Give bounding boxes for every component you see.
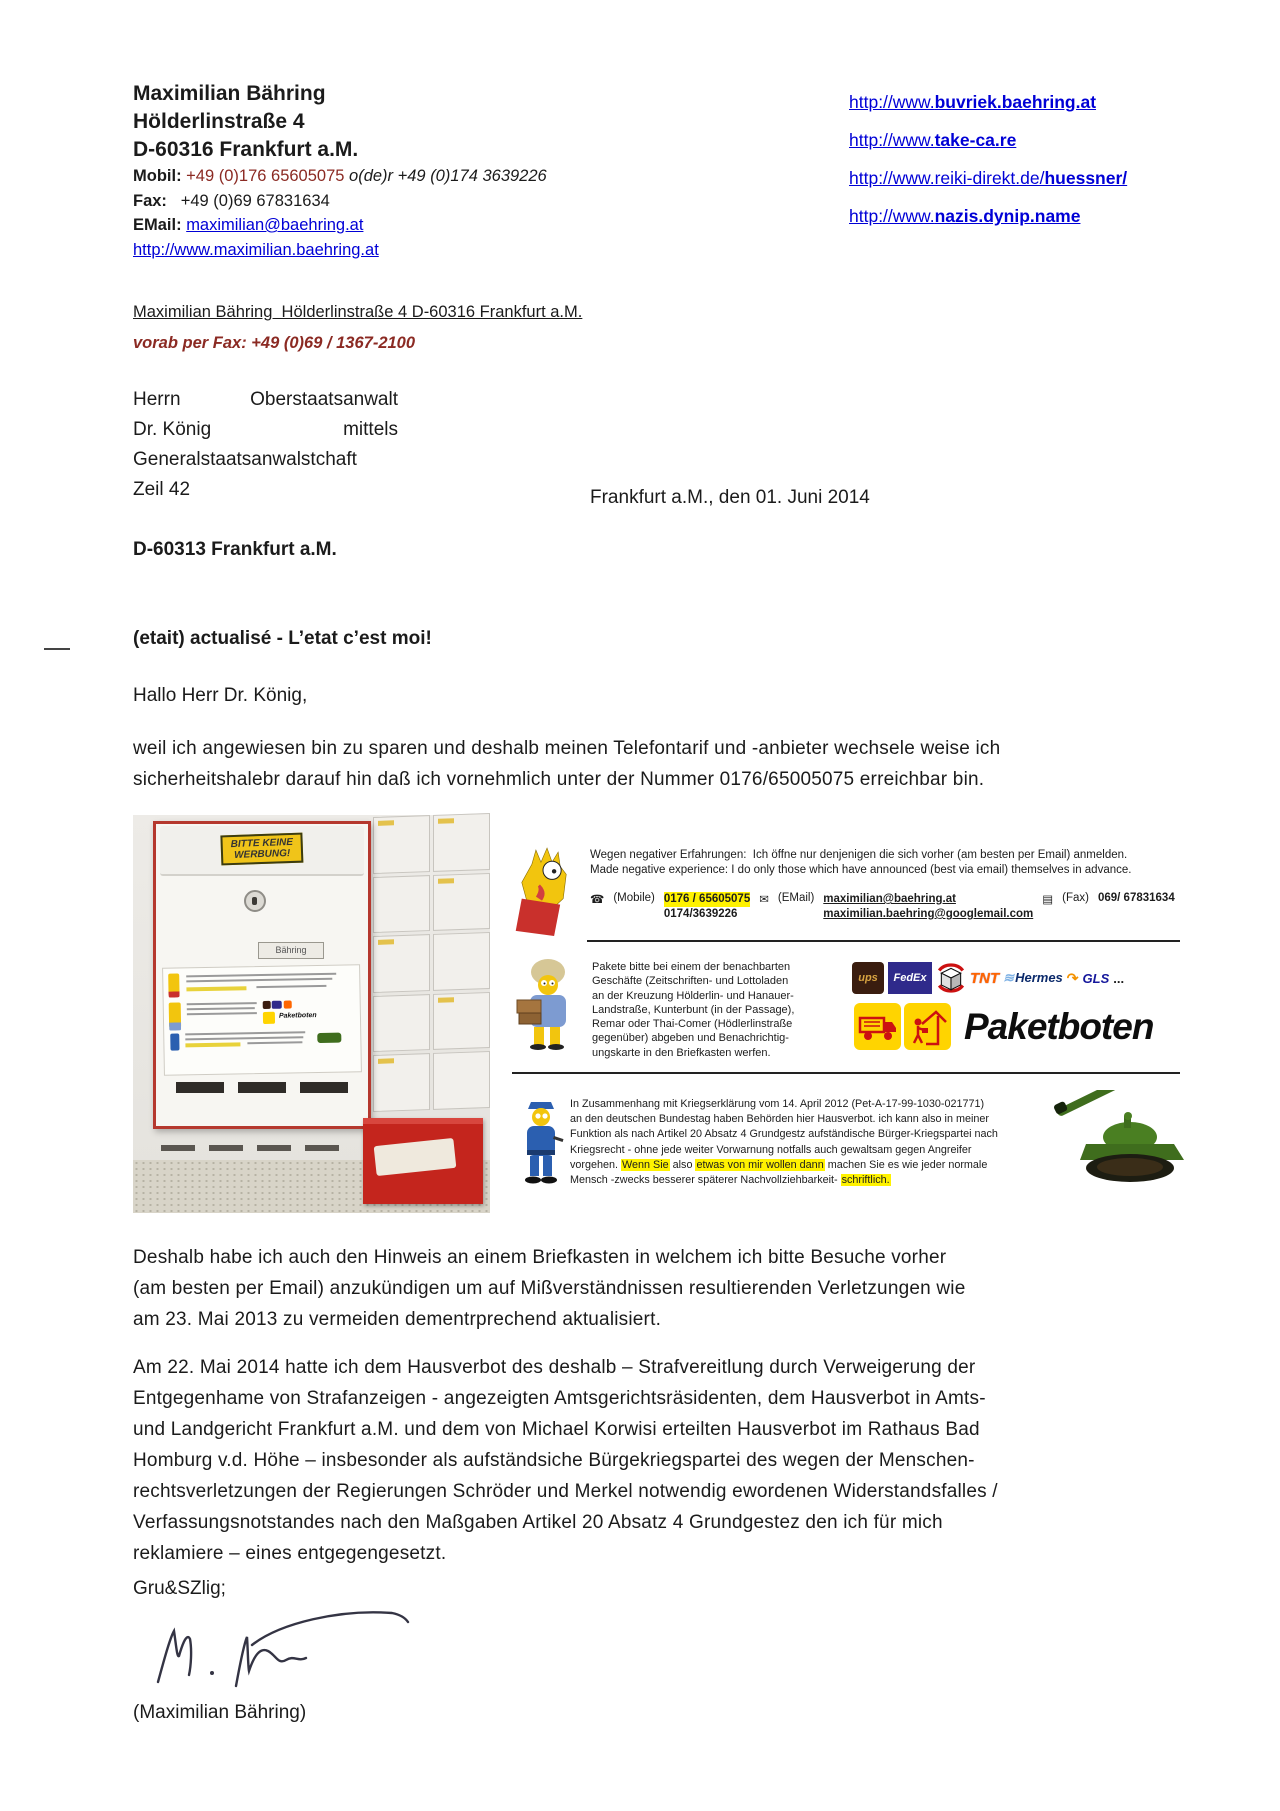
link-domain: take-ca.re xyxy=(934,130,1017,150)
signature-name: (Maximilian Bähring) xyxy=(133,1702,307,1723)
text-line: vorgehen. Wenn Sie also etwas von mir wollen dann machen Sie es wie jeder normale xyxy=(570,1158,988,1171)
more-carriers-ellipsis: ... xyxy=(1113,970,1125,986)
text-line: sicherheitshalebr darauf hin daß ich vornehmlich unter der Nummer 0176/65005075 erreichbar bin. xyxy=(133,769,985,790)
email-label: EMail: xyxy=(133,216,182,234)
recipient-office: Generalstaatsanwalstchaft xyxy=(133,449,357,470)
text-line: Geschäfte (Zeitschriften- und Lottoladen xyxy=(592,975,789,988)
red-crate xyxy=(363,1118,483,1204)
fedex-logo: FedEx xyxy=(888,962,932,994)
recipient-row-1 xyxy=(133,385,398,415)
paragraph-3 xyxy=(133,1352,998,1569)
recipient-address xyxy=(133,385,398,565)
text-line: Deshalb habe ich auch den Hinweis an einem Briefkasten in welchem ich bitte Besuche vorher xyxy=(133,1247,947,1268)
date-line: Frankfurt a.M., den 01. Juni 2014 xyxy=(590,487,870,508)
tank-icon xyxy=(1052,1090,1188,1188)
text-line: Landstraße, Kunterbunt (in der Passage), xyxy=(592,1003,795,1016)
text-line: Entgegenhame von Strafanzeigen - angezeigten Amtsgerichtsräsidenten, dem Hausverbot in Amts- xyxy=(133,1388,986,1409)
gls-swoosh-icon: ↷ xyxy=(1066,969,1079,986)
site-link-3[interactable] xyxy=(849,168,1127,188)
website-link-list xyxy=(849,92,1127,244)
notice-line-en: Made negative experience: I do only those which have announced (best via email) themselves in advance. xyxy=(590,864,1132,876)
envelope-sender-line: Maximilian Bähring Hölderlinstraße 4 D-60316 Frankfurt a.M. xyxy=(133,303,583,321)
text-line: ungskarte in den Briefkasten werfen. xyxy=(592,1046,771,1059)
mobile-label: (Mobile) xyxy=(613,892,655,904)
link-prefix: http://www. xyxy=(849,206,935,226)
hermes-logo: ≋ Hermes xyxy=(1003,970,1063,986)
mail-slots xyxy=(176,1082,348,1093)
paragraph-1 xyxy=(133,733,1000,795)
mailbox-name-plate: Bähring xyxy=(258,942,324,959)
text-line: an der Kreuzung Hölderlin- und Hanauer- xyxy=(592,989,794,1002)
site-link-1[interactable] xyxy=(849,92,1096,112)
email-addresses xyxy=(823,892,1033,922)
recipient-via: mittels xyxy=(343,419,398,440)
neighbor-mailboxes xyxy=(373,813,490,1112)
sender-email-line xyxy=(133,213,547,238)
signature xyxy=(140,1600,430,1700)
sender-mobile-line xyxy=(133,164,547,189)
lower-mailbox-row xyxy=(161,1129,366,1163)
text-line: an den deutschen Bundestag haben Behörden hier Hausverbot. ich kann also in meiner xyxy=(570,1113,989,1126)
link-prefix: http://www. xyxy=(849,92,935,112)
mobile-number-2: 0174/3639226 xyxy=(663,908,738,920)
police-officer-icon xyxy=(518,1098,564,1184)
truck-icon xyxy=(854,1003,901,1050)
sender-city: D-60316 Frankfurt a.M. xyxy=(133,138,359,161)
mini-row-3 xyxy=(167,1028,357,1061)
delivery-woman-icon xyxy=(514,958,584,1050)
divider-line-2 xyxy=(512,1072,1180,1074)
link-prefix: http://www. xyxy=(849,130,935,150)
notice-block1-text xyxy=(590,848,1131,878)
closing-line: Gru&SZlig; xyxy=(133,1578,226,1599)
text-line: In Zusammenhang mit Kriegserklärung vom 14. April 2012 (Pet-A-17-99-1030-021771) xyxy=(570,1098,985,1110)
fold-mark xyxy=(44,648,70,650)
sender-fax-line xyxy=(133,189,547,214)
salutation: Hallo Herr Dr. König, xyxy=(133,685,308,706)
text-line: Homburg v.d. Höhe – insbesonder als aufständsiche Bürgekriegspartei des wegen der Menschen- xyxy=(133,1450,975,1471)
sender-name: Maximilian Bähring xyxy=(133,82,326,105)
email-label: (EMail) xyxy=(777,892,815,904)
mobile-number-1: 0176 / 65605075 xyxy=(663,893,751,905)
sender-header xyxy=(133,80,547,262)
fax-number: +49 (0)69 67831634 xyxy=(180,191,330,210)
text-line: weil ich angewiesen bin zu sparen und deshalb meinen Telefontarif und -anbieter wechsele weise ich xyxy=(133,738,1001,759)
sender-email-link[interactable]: maximilian@baehring.at xyxy=(186,216,364,234)
carrier-logo-row xyxy=(852,962,1124,994)
text-line: Pakete bitte bei einem der benachbarten xyxy=(592,961,791,973)
link-domain: buvriek.baehring.at xyxy=(934,92,1097,112)
mobile-number: +49 (0)176 65605075 xyxy=(186,167,345,185)
mini-bart-icon xyxy=(168,973,179,997)
computer-icon: ✉ xyxy=(759,894,769,906)
text-line: rechtsverletzungen der Regierungen Schröder und Merkel notwendig ewordenen Widerstandsfalles / xyxy=(133,1481,998,1502)
mobile-numbers xyxy=(664,892,750,922)
recipient-row-2 xyxy=(133,415,398,445)
sender-website-line xyxy=(133,238,547,263)
text-line: Kriegsrecht - ohne jede weiter Vorwarnung notfalls auch gewaltsam gegen Angreifer xyxy=(570,1143,972,1156)
gls-logo: GLS xyxy=(1082,970,1110,986)
link-domain: nazis.dynip.name xyxy=(934,206,1081,226)
paragraph-2 xyxy=(133,1242,965,1335)
recipient-title: Oberstaatsanwalt xyxy=(250,389,398,410)
paketboten-title: Paketboten xyxy=(964,1006,1154,1047)
mini-woman-icon xyxy=(169,1002,181,1030)
subject-line: (etait) actualisé - L’etat c’est moi! xyxy=(133,628,432,649)
sender-website-link[interactable]: http://www.maximilian.baehring.at xyxy=(133,240,379,259)
no-ads-line2: WERBUNG! xyxy=(233,848,291,861)
recipient-name: Dr. König xyxy=(133,419,212,440)
link-domain: huessner/ xyxy=(1044,168,1128,188)
text-line: am 23. Mai 2013 zu vermeiden dementrprechend aktualisiert. xyxy=(133,1309,662,1330)
notice-email-link-1[interactable]: maximilian@baehring.at xyxy=(823,893,956,905)
phone-icon: ☎ xyxy=(590,894,605,906)
fax-label: (Fax) xyxy=(1062,892,1089,904)
notice-block2-text xyxy=(592,960,794,1060)
no-ads-sticker xyxy=(220,833,303,866)
mobile-alt-number: o(de)r +49 (0)174 3639226 xyxy=(344,167,547,185)
fax-icon: ▤ xyxy=(1042,894,1054,906)
text-line: Am 22. Mai 2014 hatte ich dem Hausverbot des deshalb – Strafvereitlung durch Verweigerung der xyxy=(133,1357,976,1378)
tnt-logo: TNT xyxy=(970,969,1000,987)
notice-contact-row xyxy=(590,892,1175,922)
divider-line-1 xyxy=(587,940,1180,942)
mini-paketboten-title: Paketboten xyxy=(278,1012,317,1020)
notice-fax-number: 069/ 67831634 xyxy=(1097,892,1175,904)
recipient-city: D-60313 Frankfurt a.M. xyxy=(133,539,337,560)
mini-row-1 xyxy=(166,968,356,1001)
recipient-street: Zeil 42 xyxy=(133,479,191,500)
baehring-mailbox xyxy=(153,821,371,1129)
notice-line-de: Wegen negativer Erfahrungen: Ich öffne nur denjenigen die sich vorher (am besten per Email) anmelden. xyxy=(590,849,1128,861)
ups-logo: ups xyxy=(852,962,884,994)
mailbox-photo xyxy=(133,815,490,1213)
notice-block3-text xyxy=(570,1097,998,1188)
no-ads-line1: BITTE KEINE xyxy=(230,836,294,851)
fax-label: Fax: xyxy=(133,191,167,210)
text-line: gegenüber) abgeben und Benachrichtig- xyxy=(592,1032,789,1045)
text-line: und Landgericht Frankfurt a.M. und dem von Michael Korwisi erteilten Hausverbot im Rathaus Bad xyxy=(133,1419,980,1440)
text-line: Verfassungsnotstandes nach den Maßgaben Artikel 20 Absatz 4 Grundgestez den ich für mich xyxy=(133,1512,943,1533)
keyhole xyxy=(244,890,266,912)
mini-row-2 xyxy=(167,998,357,1031)
parcel-cube-icon xyxy=(936,963,966,993)
text-line: Mensch -zwecks besserer späterer Nachvollziehbarkeit- schriftlich. xyxy=(570,1174,890,1187)
sender-street: Hölderlinstraße 4 xyxy=(133,110,305,133)
door-notice-graphic xyxy=(512,840,1180,1202)
site-link-4[interactable] xyxy=(849,206,1080,226)
notice-email-link-2[interactable]: maximilian.baehring@googlemail.com xyxy=(823,908,1034,920)
site-link-2[interactable] xyxy=(849,130,1016,150)
house-delivery-icon xyxy=(904,1003,951,1050)
link-prefix: http://www.reiki-direkt.de/ xyxy=(849,168,1045,188)
text-line: Funktion als nach Artikel 20 Absatz 4 Grundgestz aufständische Bürger-Kriegspartei nach xyxy=(570,1128,998,1141)
paketboten-icons xyxy=(854,1003,951,1050)
text-line: Remar oder Thai-Comer (Hödlerlinstraße xyxy=(592,1018,793,1031)
mobile-label: Mobil: xyxy=(133,167,182,185)
text-line: (am besten per Email) anzukündigen um auf Mißverständnissen resultierenden Verletzungen wie xyxy=(133,1278,966,1299)
mailbox-flap xyxy=(160,826,364,876)
mini-notice-sheet xyxy=(162,964,362,1075)
fax-advance-line: vorab per Fax: +49 (0)69 / 1367-2100 xyxy=(133,334,416,352)
bart-character-icon xyxy=(512,842,576,938)
recipient-salutation: Herrn xyxy=(133,389,181,410)
text-line: reklamiere – eines entgegengesetzt. xyxy=(133,1543,447,1564)
mini-tank-icon xyxy=(317,1033,341,1043)
mini-cop-icon xyxy=(170,1033,179,1050)
